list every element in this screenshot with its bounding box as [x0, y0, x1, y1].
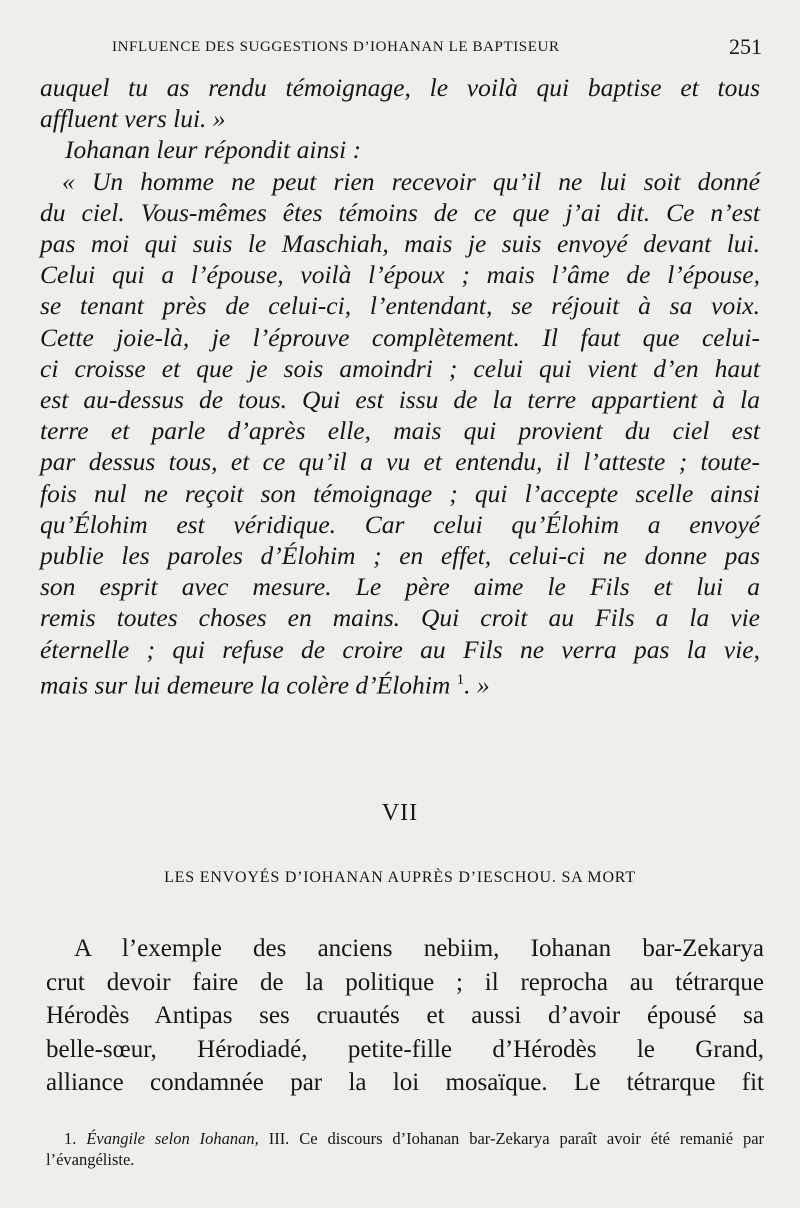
text-line: « Un homme ne peut rien recevoir qu’il ne lui soit donné [62, 166, 760, 196]
footnote-number: 1. [64, 1129, 77, 1148]
text-line: mais sur lui demeure la colère d’Élohim [40, 670, 451, 700]
text-line: du ciel. Vous-mêmes êtes témoins de ce que j’ai dit. Ce n’est [40, 197, 760, 227]
text-line: son esprit avec mesure. Le père aime le Fils et lui a [40, 572, 760, 602]
text-line: est au-dessus de tous. Qui est issu de la terre appartient à la [40, 385, 760, 415]
footnote [46, 1128, 764, 1170]
text-line-final [40, 665, 760, 701]
text-line: alliance condamnée par la loi mosaïque. Le tétrarque fit [46, 1069, 764, 1096]
text-line: Cette joie-là, je l’éprouve complètement. Il faut que celui- [40, 322, 760, 352]
running-head [112, 34, 762, 60]
text-line: Celui qui a l’épouse, voilà l’époux ; mais l’âme de l’épouse, [40, 260, 760, 290]
text-line: crut devoir faire de la politique ; il reprocha au tétrarque [46, 968, 764, 996]
footnote-reference[interactable]: 1 [456, 671, 465, 688]
text-line: A l’exemple des anciens nebiim, Iohanan bar-Zekarya [74, 935, 764, 962]
text-line: ci croisse et que je sois amoindri ; celui qui vient d’en haut [40, 353, 760, 383]
running-head-title: INFLUENCE DES SUGGESTIONS D’IOHANAN LE BAPTISEUR [112, 39, 560, 55]
body-paragraph [46, 932, 764, 1100]
text-line: auquel tu as rendu témoignage, le voilà qui baptise et tous [40, 73, 760, 102]
text-line: publie les paroles d’Élohim ; en effet, celui-ci ne donne pas [40, 541, 760, 571]
footnote-chapter: III. [268, 1129, 290, 1148]
text-line: pas moi qui suis le Maschiah, mais je suis envoyé devant lui. [40, 229, 760, 259]
chapter-title: LES ENVOYÉS D’IOHANAN AUPRÈS D’IESCHOU. SA MORT [164, 869, 636, 886]
text-line: Hérodès Antipas ses cruautés et aussi d’avoir épousé sa [46, 1002, 764, 1029]
text-line: remis toutes choses en mains. Qui croit au Fils a la vie [40, 603, 760, 633]
text-line: terre et parle d’après elle, mais qui provient du ciel est [40, 416, 760, 446]
text-line: Iohanan leur répondit ainsi : [65, 135, 362, 165]
text-line: affluent vers lui. » [40, 104, 226, 134]
page-number: 251 [729, 34, 762, 59]
footnote-text [46, 1128, 764, 1170]
text-line: belle-sœur, Hérodiadé, petite-fille d’Hérodès le Grand, [46, 1035, 764, 1063]
footnote-body: Ce discours d’Iohanan bar-Zekarya paraît avoir été remanié par l’évangéliste. [46, 1129, 765, 1169]
chapter-number: VII [381, 800, 419, 826]
footnote-source: Évangile selon Iohanan, [86, 1129, 259, 1148]
quoted-passage [40, 72, 760, 701]
text-line: par dessus tous, et ce qu’il a vu et entendu, il l’atteste ; toute- [40, 447, 760, 477]
text-line: éternelle ; qui refuse de croire au Fils ne verra pas la vie, [40, 634, 760, 664]
text-line: se tenant près de celui-ci, l’entendant, se réjouit à sa voix. [40, 291, 760, 321]
text-line: qu’Élohim est véridique. Car celui qu’Élohim a envoyé [40, 509, 760, 539]
text-line: fois nul ne reçoit son témoignage ; qui l’accepte scelle ainsi [40, 478, 760, 508]
quote-closing: . » [464, 670, 490, 700]
